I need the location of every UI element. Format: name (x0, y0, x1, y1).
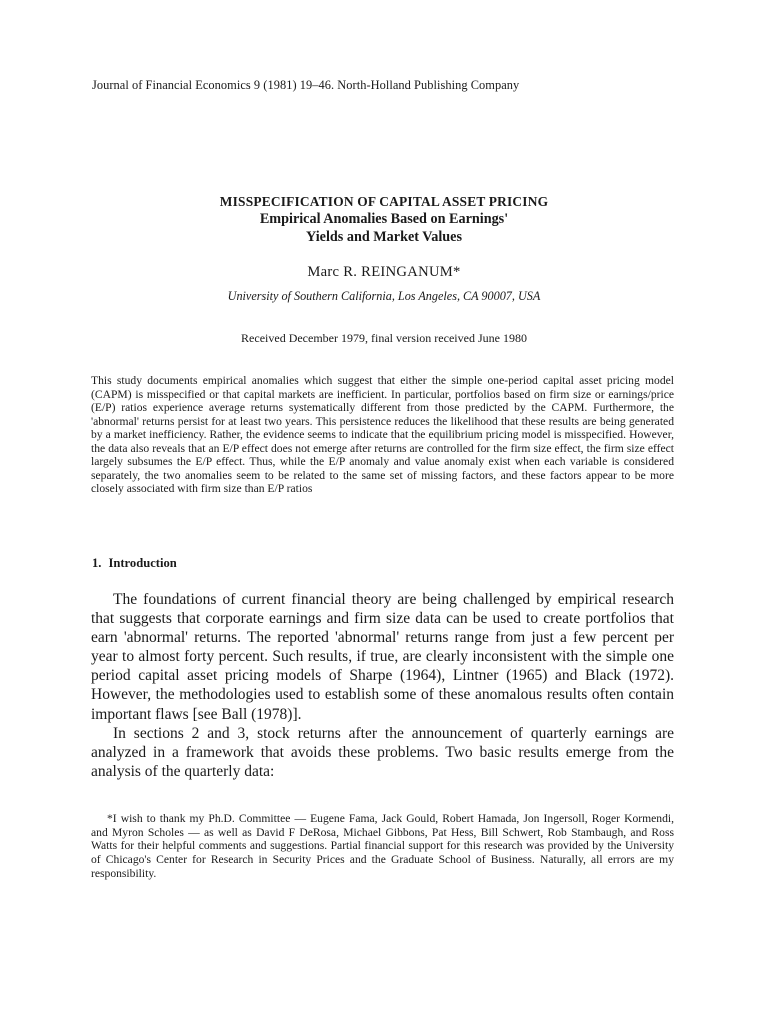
title-subtitle-line1: Empirical Anomalies Based on Earnings' (259, 211, 509, 227)
section-number: 1. (92, 556, 102, 570)
title-subtitle-line2: Yields and Market Values (306, 229, 462, 245)
author-name: Marc R. REINGANUM* (307, 264, 461, 280)
title-main: MISSPECIFICATION OF CAPITAL ASSET PRICING (219, 194, 549, 209)
paper-title (0, 193, 768, 246)
body-paragraph: The foundations of current financial theory are being challenged by empirical research that suggests that corporate earnings and firm size data can be used to create portfolios that earn 'abnormal' returns. The reported 'abnormal' returns range from just a few percent per year to almost forty percent. Such results, if true, are clearly inconsistent with the simple one period capital asset pricing models of Sharpe (1964), Lintner (1965) and Black (1972). However, the methodologies used to establish some of these anomalous results often contain important flaws [see Ball (1978)]. (91, 591, 674, 723)
footnote: *I wish to thank my Ph.D. Committee — Eugene Fama, Jack Gould, Robert Hamada, Jon Ingersoll, Roger Kormendi, and Myron Scholes — as well as David F DeRosa, Michael Gibbons, Pat Hess, Bill Schwert, Rob Stambaugh, and Ross Watts for their helpful comments and suggestions. Partial financial support for this research was provided by the University of Chicago's Center for Research in Security Prices and the Graduate School of Business. Naturally, all errors are my responsibility. (91, 812, 674, 880)
received-dates: Received December 1979, final version received June 1980 (241, 331, 527, 345)
section-heading (92, 556, 177, 571)
journal-citation: Journal of Financial Economics 9 (1981) 19–46. North-Holland Publishing Company (92, 78, 520, 92)
body-paragraph: In sections 2 and 3, stock returns after the announcement of quarterly earnings are analyzed in a framework that avoids these problems. Two basic results emerge from the analysis of the quarterly data: (91, 724, 674, 780)
author-affiliation: University of Southern California, Los Angeles, CA 90007, USA (227, 289, 541, 303)
section-body (91, 590, 674, 781)
abstract: This study documents empirical anomalies which suggest that either the simple one-period capital asset pricing model (CAPM) is misspecified or that capital markets are inefficient. In particular, portfolios based on firm size or earnings/price (E/P) ratios experience average returns systematically different from those predicted by the CAPM. Furthermore, the 'abnormal' returns persist for at least two years. This persistence reduces the likelihood that these results are being generated by a market inefficiency. Rather, the evidence seems to indicate that the equilibrium pricing model is misspecified. However, the data also reveals that an E/P effect does not emerge after returns are controlled for the firm size effect, the firm size effect largely subsumes the E/P effect. Thus, while the E/P anomaly and value anomaly exist when each variable is considered separately, the two anomalies seem to be related to the same set of missing factors, and these factors appear to be more closely associated with firm size than E/P ratios (91, 374, 674, 495)
section-title: Introduction (108, 556, 177, 570)
